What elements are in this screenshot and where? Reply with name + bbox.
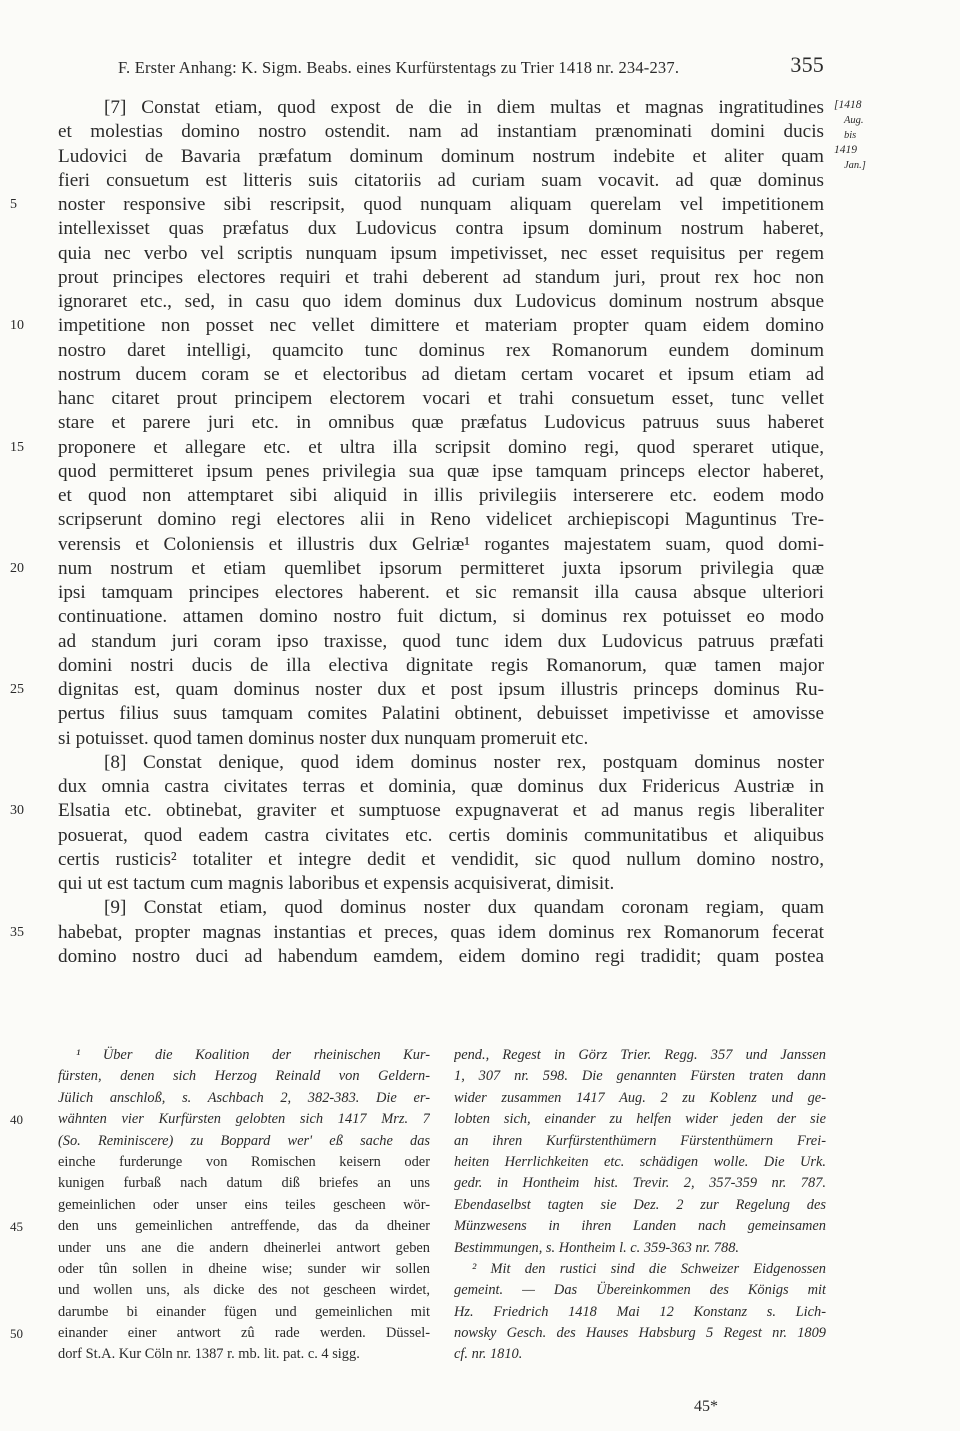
- main-text: [10, 96, 824, 969]
- line-text: Hz. Friedrich 1418 Mai 12 Konstanz s. Lich-: [454, 1303, 826, 1320]
- text-line: [58, 824, 824, 848]
- footnote-line: [454, 1344, 826, 1365]
- text-line: [58, 484, 824, 508]
- footnote-line: [58, 1344, 430, 1365]
- line-number: 15: [10, 439, 24, 455]
- line-text: dignitas est, quam dominus noster dux et post ipsum illustris princeps dominus Ru-: [58, 679, 824, 700]
- margin-note-line: bis: [844, 130, 857, 141]
- line-number: 30: [10, 803, 24, 819]
- footnote-line: [58, 1173, 430, 1194]
- page-number: 355: [790, 52, 824, 77]
- line-text: einche furderunge von Romischen keisern oder: [58, 1153, 430, 1170]
- line-text: et molestias domino nostro ostendit. nam ad instantiam prænominati domini ducis: [58, 121, 824, 143]
- text-line: [58, 339, 824, 363]
- line-text: quia nec verbo vel scriptis nunquam ipsum impetivisset, nec esset requisitus per regem: [58, 242, 824, 264]
- footnote-line: [58, 1280, 430, 1301]
- footnote-line: [454, 1280, 826, 1301]
- line-text: domino nostro duci ad habendum eamdem, eidem domino regi tradidit; quam postea: [58, 945, 824, 967]
- text-line: [10, 193, 824, 217]
- line-text: si potuisset. quod tamen dominus noster dux nunquam promeruit etc.: [58, 727, 589, 749]
- text-line: [58, 242, 824, 266]
- margin-note-line: Aug.: [844, 115, 864, 126]
- text-line: [58, 217, 824, 241]
- line-text: posuerat, quod eadem castra civitates etc. certis dominis communitatibus et aliquibus: [58, 824, 824, 846]
- footnote-line: [58, 1238, 430, 1259]
- footnote-line: [454, 1216, 826, 1237]
- line-text: prout principes electores requiri et trahi deberent ad standum juri, prout rex hoc non: [58, 266, 824, 288]
- line-text: noster responsive sibi rescripsit, quod nunquam aliquam querelam vel impetitionem: [58, 194, 824, 215]
- line-text: und wollen uns, als dicke des not gescheen wirdet,: [58, 1282, 430, 1299]
- footnote-line: [454, 1259, 826, 1280]
- text-line: [58, 533, 824, 557]
- line-text: wähnten vier Kurfürsten gelobten sich 1417 Mrz. 7: [58, 1111, 430, 1128]
- line-text: Bestimmungen, s. Hontheim l. c. 359-363 nr. 788.: [454, 1239, 739, 1256]
- footnote-line: [454, 1131, 826, 1152]
- line-text: domini nostri ducis de illa electiva dignitate regis Romanorum, quæ tamen major: [58, 654, 824, 676]
- footnote-line: [58, 1152, 430, 1173]
- line-text: [7] Constat etiam, quod expost de die in diem multas et magnas ingratitudines: [104, 97, 824, 118]
- line-text: qui ut est tactum cum magnis laboribus et expensis acquisiverat, dimisit.: [58, 873, 615, 894]
- running-title: F. Erster Anhang: K. Sigm. Beabs. eines Kurfürstentags zu Trier 1418 nr. 234-237.: [118, 58, 680, 77]
- text-line: [58, 96, 824, 120]
- margin-note-line: 1419: [834, 144, 857, 156]
- line-text: [8] Constat denique, quod idem dominus noster rex, postquam dominus noster: [104, 751, 824, 773]
- footnote-line: [454, 1238, 826, 1259]
- text-line: [58, 363, 824, 387]
- line-text: pertus filius suus tamquam comites Palatini obtinent, debuisset impetivisse et amovisse: [58, 703, 824, 725]
- text-line: [58, 751, 824, 775]
- line-number: 25: [10, 682, 24, 697]
- margin-note-line: [1418: [834, 99, 862, 111]
- line-text: habebat, propter magnas instantias et preces, quas idem dominus rex Romanorum fecerat: [58, 921, 824, 943]
- line-text: gedr. in Hontheim hist. Trevir. 2, 357-359 nr. 787.: [454, 1175, 826, 1192]
- text-line: [58, 945, 824, 969]
- footnote-line: [58, 1195, 430, 1216]
- line-number: 50: [10, 1326, 23, 1342]
- line-text: dorf St.A. Kur Cöln nr. 1387 r. mb. lit. pat. c. 4 sigg.: [58, 1346, 360, 1363]
- text-line: [58, 387, 824, 411]
- footnote-line: [454, 1109, 826, 1130]
- text-line: [10, 799, 824, 823]
- line-text: einander einer antwort zû rade werden. Düssel-: [58, 1325, 430, 1342]
- line-text: ignoraret etc., sed, in casu quo idem dominus dux Ludovicus dominum nostrum absque: [58, 291, 824, 312]
- line-text: proponere et allegare etc. et ultra illa scripsit domino regi, quod speraret utique,: [58, 436, 824, 458]
- text-line: [58, 848, 824, 872]
- footnote-line: [454, 1066, 826, 1087]
- footnotes-right-column: [454, 1045, 826, 1366]
- text-line: [58, 169, 824, 193]
- line-text: oder tûn sollen in dheine wise; sunder wir sollen: [58, 1260, 430, 1277]
- line-number: 40: [10, 1112, 23, 1128]
- line-text: lobten sich, einander zu helfen wider jeden der sie: [454, 1111, 826, 1128]
- footnote-line: [58, 1088, 430, 1109]
- line-number: 10: [10, 318, 24, 334]
- text-line: [58, 702, 824, 726]
- text-line: [10, 436, 824, 460]
- footnote-line: [454, 1088, 826, 1109]
- text-line: [58, 290, 824, 314]
- footnote-line: [58, 1131, 430, 1152]
- text-line: [58, 266, 824, 290]
- text-line: [10, 314, 824, 338]
- margin-date-note: [834, 98, 894, 173]
- line-number: 5: [10, 197, 17, 212]
- line-text: den uns gemeinlichen antreffende, das da dheiner: [58, 1218, 430, 1235]
- text-line: [58, 411, 824, 435]
- text-line: [58, 605, 824, 629]
- text-line: [58, 145, 824, 169]
- line-number: 45: [10, 1219, 23, 1235]
- line-text: num nostrum et etiam quemlibet ipsorum permitteret juxta ipsorum privilegia quæ: [58, 557, 824, 579]
- line-text: quod permitteret ipsum penes privilegia sua quæ ipse tamquam princeps elector haberet,: [58, 460, 824, 482]
- footnote-line: [58, 1045, 430, 1066]
- text-line: [58, 727, 824, 751]
- text-line: [58, 896, 824, 920]
- signature-mark: 45*: [694, 1398, 718, 1415]
- line-text: nostrum ducem coram se et electoribus ad dietam certam vocaret et ipsum etiam ad: [58, 363, 824, 385]
- line-text: darumbe bi einander fügen und gemeinlichen mit: [58, 1303, 430, 1320]
- line-text: et quod non attemptaret sibi aliquid in illis privilegiis interserere etc. eodem modo: [58, 485, 824, 506]
- text-line: [58, 508, 824, 532]
- line-text: certis rusticis² totaliter et integre dedit et vendidit, sic quod nullum domino nostro,: [58, 848, 824, 870]
- margin-note-line: Jan.]: [844, 160, 866, 171]
- footnote-line: [454, 1323, 826, 1344]
- footnote-line: [10, 1323, 430, 1344]
- line-text: intellexisset quas præfatus dux Ludovicus contra ipsum dominum nostrum haberet,: [58, 218, 824, 240]
- text-line: [58, 120, 824, 144]
- line-text: dux omnia castra civitates terras et dominia, quæ dominus dux Fridericus Austriæ in: [58, 776, 824, 797]
- footnote-line: [10, 1109, 430, 1130]
- line-number: 35: [10, 924, 24, 940]
- footnote-line: [10, 1216, 430, 1237]
- footnote-line: [58, 1302, 430, 1323]
- line-text: Ludovici de Bavaria præfatum dominum dominum nostrum indebite et aliter quam: [58, 145, 824, 167]
- footnote-line: [454, 1173, 826, 1194]
- text-line: [58, 581, 824, 605]
- line-text: Ebendaselbst tagten sie Dez. 2 zur Regelung des: [454, 1196, 826, 1213]
- text-line: [10, 557, 824, 581]
- footnote-line: [454, 1045, 826, 1066]
- text-line: [58, 775, 824, 799]
- line-text: cf. nr. 1810.: [454, 1346, 523, 1363]
- line-text: (So. Reminiscere) zu Boppard wer' eß sache das: [58, 1132, 430, 1149]
- line-text: scripserunt domino regi electores alii in Reno videlicet archiepiscopi Maguntinus Tre-: [58, 509, 824, 531]
- footnote-line: [58, 1066, 430, 1087]
- line-text: 1, 307 nr. 598. Die genannten Fürsten traten dann: [454, 1068, 826, 1085]
- text-line: [58, 872, 824, 896]
- line-text: stare et parere juri etc. in omnibus quæ præfatus Ludovicus patruus suus haberet: [58, 412, 824, 434]
- line-text: fieri consuetum est litteris suis citatoriis ad curiam suam vocavit. ad quæ dominus: [58, 169, 824, 191]
- footnotes-left-column: [10, 1045, 430, 1366]
- text-line: [10, 678, 824, 702]
- line-text: nowsky Gesch. des Hauses Habsburg 5 Regest nr. 1809: [454, 1325, 826, 1342]
- line-text: continuatione. attamen domino nostro fuit dictum, si dominus rex potuisset eo modo: [58, 606, 824, 628]
- line-text: nostro daret intelligi, quamcito tunc dominus rex Romanorum eundem dominum: [58, 339, 824, 361]
- line-text: hanc citaret prout principem electorem vocari et trahi consuetum esset, tunc vellet: [58, 388, 824, 409]
- line-text: gemeint. — Das Übereinkommen des Königs mit: [454, 1282, 826, 1299]
- line-text: an ihren Kurfürstenthümern Fürstenthümern Frei-: [454, 1132, 826, 1149]
- footnote-line: [454, 1152, 826, 1173]
- line-text: Jülich anschloß, s. Aschbach 2, 382-383. Die er-: [58, 1089, 430, 1106]
- line-text: ipsi tamquam principes electores haberent. et sic remansit illa causa absque ulteriori: [58, 582, 824, 603]
- footnote-line: [454, 1302, 826, 1323]
- line-text: heiten Herrlichkeiten etc. schädigen wolle. Die Urk.: [454, 1153, 826, 1170]
- line-text: kunigen furbaß nach datum diß briefes an uns: [58, 1175, 430, 1192]
- line-text: under uns ane die andern dheinerlei antwort geben: [58, 1239, 430, 1256]
- line-text: gemeinlichen oder unser eins teiles gescheen wör-: [58, 1196, 430, 1213]
- line-text: Münzwesens in ihren Landen nach gemeinsamen: [454, 1218, 826, 1235]
- footnote-line: [454, 1195, 826, 1216]
- line-text: ¹ Über die Koalition der rheinischen Kur-: [76, 1047, 430, 1063]
- line-text: ² Mit den rustici sind die Schweizer Eidgenossen: [472, 1260, 826, 1277]
- footnote-line: [58, 1259, 430, 1280]
- line-text: verensis et Coloniensis et illustris dux Gelriæ¹ rogantes majestatem suam, quod domi-: [58, 533, 824, 555]
- line-text: pend., Regest in Görz Trier. Regg. 357 und Janssen: [454, 1047, 826, 1063]
- line-text: Elsatia etc. obtinebat, graviter et sumptuose expugnaverat et ad manus regis liberaliter: [58, 800, 824, 822]
- line-text: [9] Constat etiam, quod dominus noster dux quandam coronam regiam, quam: [104, 897, 824, 919]
- line-text: impetitione non posset nec vellet dimittere et materiam propter quam eidem domino: [58, 315, 824, 337]
- line-number: 20: [10, 560, 24, 576]
- text-line: [58, 630, 824, 654]
- line-text: fürsten, denen sich Herzog Reinald von Geldern-: [58, 1068, 430, 1085]
- text-line: [58, 654, 824, 678]
- line-text: wider zusammen 1417 Aug. 2 zu Koblenz und ge-: [454, 1089, 826, 1106]
- line-text: ad standum juri coram ipso traxisse, quod tunc idem dux Ludovicus patruus præfati: [58, 630, 824, 652]
- text-line: [58, 460, 824, 484]
- text-line: [10, 921, 824, 945]
